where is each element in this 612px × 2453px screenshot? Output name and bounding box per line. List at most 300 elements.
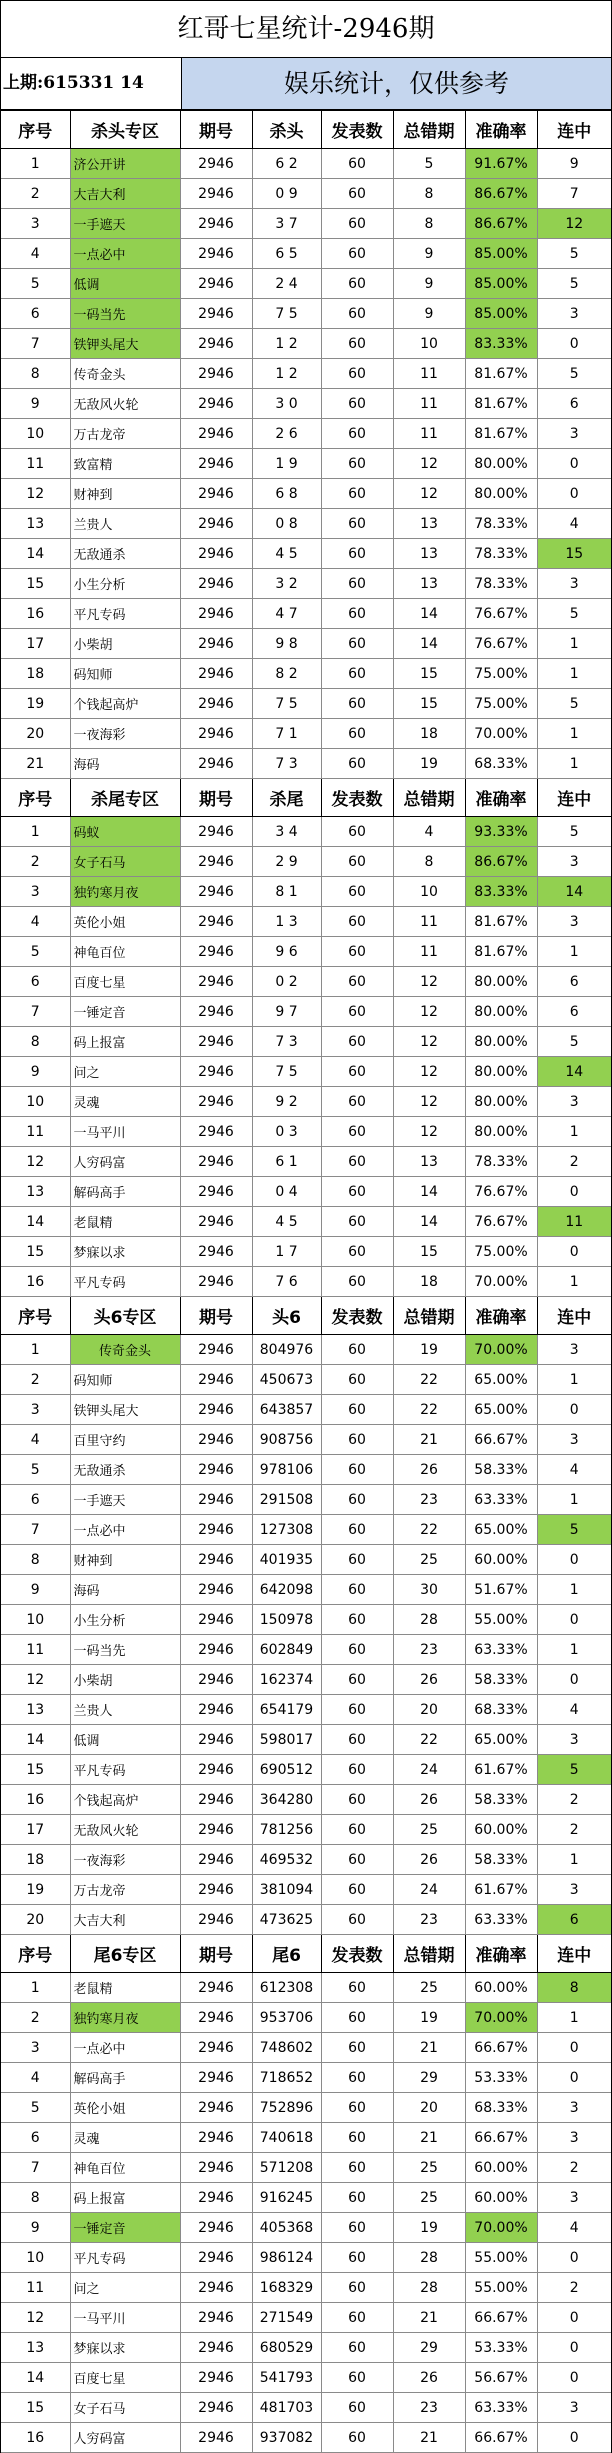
post-count: 60 [321,1875,393,1905]
column-header: 准确率 [465,1935,537,1973]
accuracy-rate: 66.67% [465,1425,537,1455]
expert-name: 无敌风火轮 [70,1815,180,1845]
pick-value: 271549 [252,2303,321,2333]
pick-value: 9 7 [252,997,321,1027]
post-count: 60 [321,1147,393,1177]
post-count: 60 [321,1087,393,1117]
win-streak: 0 [537,479,611,509]
period-number: 2946 [180,239,252,269]
table-row [1,1087,611,1117]
accuracy-rate: 83.33% [465,329,537,359]
period-number: 2946 [180,629,252,659]
post-count: 60 [321,2393,393,2423]
wrong-count: 26 [393,1455,465,1485]
accuracy-rate: 86.67% [465,847,537,877]
period-number: 2946 [180,2003,252,2033]
row-number: 20 [1,719,70,749]
wrong-count: 14 [393,1207,465,1237]
win-streak: 3 [537,299,611,329]
stats-table-body [1,111,611,2453]
column-header: 序号 [1,779,70,817]
post-count: 60 [321,1905,393,1935]
win-streak: 3 [537,1087,611,1117]
wrong-count: 9 [393,239,465,269]
win-streak: 0 [537,2363,611,2393]
pick-value: 7 5 [252,1057,321,1087]
accuracy-rate: 76.67% [465,629,537,659]
row-number: 5 [1,2093,70,2123]
period-number: 2946 [180,1395,252,1425]
wrong-count: 12 [393,1027,465,1057]
accuracy-rate: 66.67% [465,2303,537,2333]
period-number: 2946 [180,1335,252,1365]
win-streak: 0 [537,1605,611,1635]
row-number: 12 [1,479,70,509]
expert-name: 财神到 [70,479,180,509]
accuracy-rate: 80.00% [465,967,537,997]
accuracy-rate: 60.00% [465,2153,537,2183]
post-count: 60 [321,1455,393,1485]
wrong-count: 28 [393,2273,465,2303]
period-number: 2946 [180,689,252,719]
period-number: 2946 [180,1267,252,1297]
previous-result: 上期:615331 14 [1,58,182,109]
expert-name: 海码 [70,1575,180,1605]
accuracy-rate: 63.33% [465,1635,537,1665]
row-number: 8 [1,1027,70,1057]
column-header: 尾6 [252,1935,321,1973]
win-streak: 5 [537,359,611,389]
period-number: 2946 [180,2393,252,2423]
wrong-count: 14 [393,599,465,629]
table-row [1,179,611,209]
accuracy-rate: 53.33% [465,2333,537,2363]
expert-name: 一码当先 [70,1635,180,1665]
pick-value: 401935 [252,1545,321,1575]
wrong-count: 29 [393,2063,465,2093]
expert-name: 一锤定音 [70,2213,180,2243]
row-number: 3 [1,1395,70,1425]
win-streak: 3 [537,419,611,449]
post-count: 60 [321,1605,393,1635]
post-count: 60 [321,1395,393,1425]
accuracy-rate: 75.00% [465,689,537,719]
post-count: 60 [321,1365,393,1395]
win-streak: 1 [537,937,611,967]
pick-value: 0 9 [252,179,321,209]
period-number: 2946 [180,209,252,239]
expert-name: 一码当先 [70,299,180,329]
column-header: 连中 [537,111,611,149]
win-streak: 4 [537,509,611,539]
pick-value: 8 1 [252,877,321,907]
accuracy-rate: 70.00% [465,719,537,749]
win-streak: 5 [537,1755,611,1785]
pick-value: 4 5 [252,539,321,569]
expert-name: 女子石马 [70,847,180,877]
accuracy-rate: 76.67% [465,1177,537,1207]
period-number: 2946 [180,1605,252,1635]
row-number: 6 [1,967,70,997]
win-streak: 5 [537,269,611,299]
pick-value: 7 6 [252,1267,321,1297]
win-streak: 6 [537,389,611,419]
row-number: 14 [1,539,70,569]
win-streak: 2 [537,1785,611,1815]
period-number: 2946 [180,1117,252,1147]
accuracy-rate: 60.00% [465,1545,537,1575]
pick-value: 162374 [252,1665,321,1695]
pick-value: 804976 [252,1335,321,1365]
win-streak: 11 [537,1207,611,1237]
win-streak: 4 [537,2213,611,2243]
row-number: 17 [1,629,70,659]
win-streak: 3 [537,1875,611,1905]
wrong-count: 22 [393,1725,465,1755]
win-streak: 0 [537,1237,611,1267]
period-number: 2946 [180,419,252,449]
pick-value: 1 3 [252,907,321,937]
column-header: 发表数 [321,1935,393,1973]
period-number: 2946 [180,269,252,299]
win-streak: 3 [537,847,611,877]
win-streak: 1 [537,1365,611,1395]
row-number: 5 [1,1455,70,1485]
win-streak: 2 [537,2153,611,2183]
accuracy-rate: 63.33% [465,2393,537,2423]
pick-value: 4 5 [252,1207,321,1237]
column-header: 杀尾专区 [70,779,180,817]
accuracy-rate: 81.67% [465,389,537,419]
win-streak: 12 [537,209,611,239]
pick-value: 364280 [252,1785,321,1815]
wrong-count: 28 [393,1605,465,1635]
expert-name: 神龟百位 [70,2153,180,2183]
expert-name: 个钱起高炉 [70,689,180,719]
expert-name: 码蚁 [70,817,180,847]
pick-value: 0 4 [252,1177,321,1207]
table-row [1,749,611,779]
row-number: 17 [1,1815,70,1845]
row-number: 2 [1,847,70,877]
wrong-count: 21 [393,2423,465,2453]
expert-name: 低调 [70,1725,180,1755]
column-header: 序号 [1,1297,70,1335]
column-header: 期号 [180,1935,252,1973]
accuracy-rate: 61.67% [465,1755,537,1785]
post-count: 60 [321,1725,393,1755]
section-header-head6 [1,1297,611,1335]
post-count: 60 [321,997,393,1027]
period-number: 2946 [180,1973,252,2003]
period-number: 2946 [180,1027,252,1057]
win-streak: 3 [537,1335,611,1365]
wrong-count: 25 [393,1973,465,2003]
accuracy-rate: 61.67% [465,1875,537,1905]
row-number: 7 [1,2153,70,2183]
pick-value: 690512 [252,1755,321,1785]
accuracy-rate: 76.67% [465,1207,537,1237]
accuracy-rate: 65.00% [465,1725,537,1755]
table-row [1,389,611,419]
row-number: 7 [1,329,70,359]
wrong-count: 18 [393,1267,465,1297]
pick-value: 150978 [252,1605,321,1635]
row-number: 14 [1,1207,70,1237]
pick-value: 3 0 [252,389,321,419]
expert-name: 一手遮天 [70,209,180,239]
period-number: 2946 [180,2063,252,2093]
table-row [1,2303,611,2333]
accuracy-rate: 65.00% [465,1395,537,1425]
expert-name: 小生分析 [70,569,180,599]
wrong-count: 25 [393,1815,465,1845]
accuracy-rate: 81.67% [465,359,537,389]
win-streak: 14 [537,1057,611,1087]
wrong-count: 21 [393,1425,465,1455]
expert-name: 传奇金头 [70,1335,180,1365]
accuracy-rate: 78.33% [465,539,537,569]
expert-name: 码知师 [70,659,180,689]
period-number: 2946 [180,1665,252,1695]
post-count: 60 [321,1815,393,1845]
period-number: 2946 [180,2153,252,2183]
wrong-count: 30 [393,1575,465,1605]
accuracy-rate: 66.67% [465,2123,537,2153]
wrong-count: 14 [393,629,465,659]
table-row [1,659,611,689]
expert-name: 低调 [70,269,180,299]
expert-name: 小生分析 [70,1605,180,1635]
post-count: 60 [321,449,393,479]
accuracy-rate: 68.33% [465,2093,537,2123]
period-number: 2946 [180,1815,252,1845]
win-streak: 3 [537,2093,611,2123]
expert-name: 兰贵人 [70,509,180,539]
post-count: 60 [321,1515,393,1545]
win-streak: 5 [537,689,611,719]
post-count: 60 [321,719,393,749]
period-number: 2946 [180,1905,252,1935]
expert-name: 一马平川 [70,2303,180,2333]
period-number: 2946 [180,1575,252,1605]
wrong-count: 8 [393,179,465,209]
expert-name: 英伦小姐 [70,907,180,937]
table-row [1,1335,611,1365]
table-row [1,2063,611,2093]
period-number: 2946 [180,1485,252,1515]
table-row [1,1905,611,1935]
accuracy-rate: 83.33% [465,877,537,907]
row-number: 7 [1,1515,70,1545]
row-number: 9 [1,389,70,419]
row-number: 13 [1,509,70,539]
wrong-count: 25 [393,2183,465,2213]
accuracy-rate: 66.67% [465,2423,537,2453]
table-row [1,1207,611,1237]
pick-value: 3 2 [252,569,321,599]
row-number: 4 [1,907,70,937]
row-number: 14 [1,1725,70,1755]
win-streak: 1 [537,1117,611,1147]
pick-value: 0 3 [252,1117,321,1147]
stats-table [1,110,611,2453]
column-header: 杀头 [252,111,321,149]
wrong-count: 15 [393,689,465,719]
period-number: 2946 [180,907,252,937]
period-number: 2946 [180,659,252,689]
expert-name: 百度七星 [70,2363,180,2393]
post-count: 60 [321,1545,393,1575]
period-number: 2946 [180,329,252,359]
column-header: 连中 [537,1297,611,1335]
expert-name: 梦寐以求 [70,1237,180,1267]
post-count: 60 [321,2303,393,2333]
wrong-count: 11 [393,359,465,389]
expert-name: 灵魂 [70,1087,180,1117]
post-count: 60 [321,2423,393,2453]
wrong-count: 26 [393,2363,465,2393]
win-streak: 0 [537,2033,611,2063]
column-header: 期号 [180,111,252,149]
pick-value: 598017 [252,1725,321,1755]
expert-name: 海码 [70,749,180,779]
expert-name: 平凡专码 [70,2243,180,2273]
win-streak: 3 [537,2123,611,2153]
pick-value: 381094 [252,1875,321,1905]
table-row [1,1147,611,1177]
accuracy-rate: 80.00% [465,1087,537,1117]
expert-name: 老鼠精 [70,1973,180,2003]
post-count: 60 [321,817,393,847]
period-number: 2946 [180,389,252,419]
row-number: 2 [1,2003,70,2033]
row-number: 16 [1,1785,70,1815]
period-number: 2946 [180,1425,252,1455]
section-header-kill-head [1,111,611,149]
period-number: 2946 [180,937,252,967]
post-count: 60 [321,1117,393,1147]
period-number: 2946 [180,479,252,509]
pick-value: 6 5 [252,239,321,269]
row-number: 6 [1,299,70,329]
accuracy-rate: 51.67% [465,1575,537,1605]
post-count: 60 [321,877,393,907]
expert-name: 大吉大利 [70,179,180,209]
expert-name: 万古龙帝 [70,419,180,449]
column-header: 序号 [1,1935,70,1973]
expert-name: 解码高手 [70,2063,180,2093]
win-streak: 0 [537,1177,611,1207]
win-streak: 4 [537,1695,611,1725]
table-row [1,359,611,389]
period-number: 2946 [180,2303,252,2333]
column-header: 总错期 [393,1297,465,1335]
pick-value: 740618 [252,2123,321,2153]
accuracy-rate: 80.00% [465,997,537,1027]
expert-name: 一点必中 [70,239,180,269]
wrong-count: 25 [393,1545,465,1575]
pick-value: 127308 [252,1515,321,1545]
row-number: 1 [1,1973,70,2003]
accuracy-rate: 70.00% [465,1267,537,1297]
row-number: 10 [1,1087,70,1117]
win-streak: 8 [537,1973,611,2003]
pick-value: 7 3 [252,749,321,779]
pick-value: 541793 [252,2363,321,2393]
pick-value: 7 5 [252,689,321,719]
wrong-count: 21 [393,2033,465,2063]
expert-name: 小柴胡 [70,629,180,659]
post-count: 60 [321,209,393,239]
pick-value: 643857 [252,1395,321,1425]
accuracy-rate: 63.33% [465,1905,537,1935]
period-number: 2946 [180,1725,252,1755]
row-number: 13 [1,1177,70,1207]
row-number: 12 [1,1665,70,1695]
accuracy-rate: 78.33% [465,509,537,539]
post-count: 60 [321,509,393,539]
accuracy-rate: 86.67% [465,179,537,209]
post-count: 60 [321,269,393,299]
post-count: 60 [321,1485,393,1515]
wrong-count: 11 [393,907,465,937]
pick-value: 3 4 [252,817,321,847]
win-streak: 1 [537,1267,611,1297]
post-count: 60 [321,937,393,967]
pick-value: 781256 [252,1815,321,1845]
table-row [1,997,611,1027]
post-count: 60 [321,569,393,599]
row-number: 15 [1,1237,70,1267]
accuracy-rate: 68.33% [465,749,537,779]
pick-value: 3 7 [252,209,321,239]
expert-name: 无敌通杀 [70,1455,180,1485]
table-row [1,449,611,479]
pick-value: 602849 [252,1635,321,1665]
win-streak: 0 [537,1665,611,1695]
pick-value: 0 2 [252,967,321,997]
row-number: 4 [1,1425,70,1455]
post-count: 60 [321,1425,393,1455]
column-header: 头6 [252,1297,321,1335]
post-count: 60 [321,2003,393,2033]
pick-value: 7 3 [252,1027,321,1057]
post-count: 60 [321,599,393,629]
table-row [1,2243,611,2273]
table-row [1,2033,611,2063]
period-number: 2946 [180,1087,252,1117]
win-streak: 5 [537,599,611,629]
post-count: 60 [321,2243,393,2273]
post-count: 60 [321,1973,393,2003]
wrong-count: 28 [393,2243,465,2273]
wrong-count: 23 [393,1485,465,1515]
expert-name: 致富精 [70,449,180,479]
pick-value: 6 2 [252,149,321,179]
win-streak: 4 [537,1455,611,1485]
row-number: 9 [1,2213,70,2243]
table-row [1,877,611,907]
post-count: 60 [321,1755,393,1785]
accuracy-rate: 70.00% [465,2213,537,2243]
table-row [1,2003,611,2033]
table-row [1,2363,611,2393]
wrong-count: 12 [393,1117,465,1147]
pick-value: 1 2 [252,359,321,389]
wrong-count: 29 [393,2333,465,2363]
accuracy-rate: 80.00% [465,449,537,479]
